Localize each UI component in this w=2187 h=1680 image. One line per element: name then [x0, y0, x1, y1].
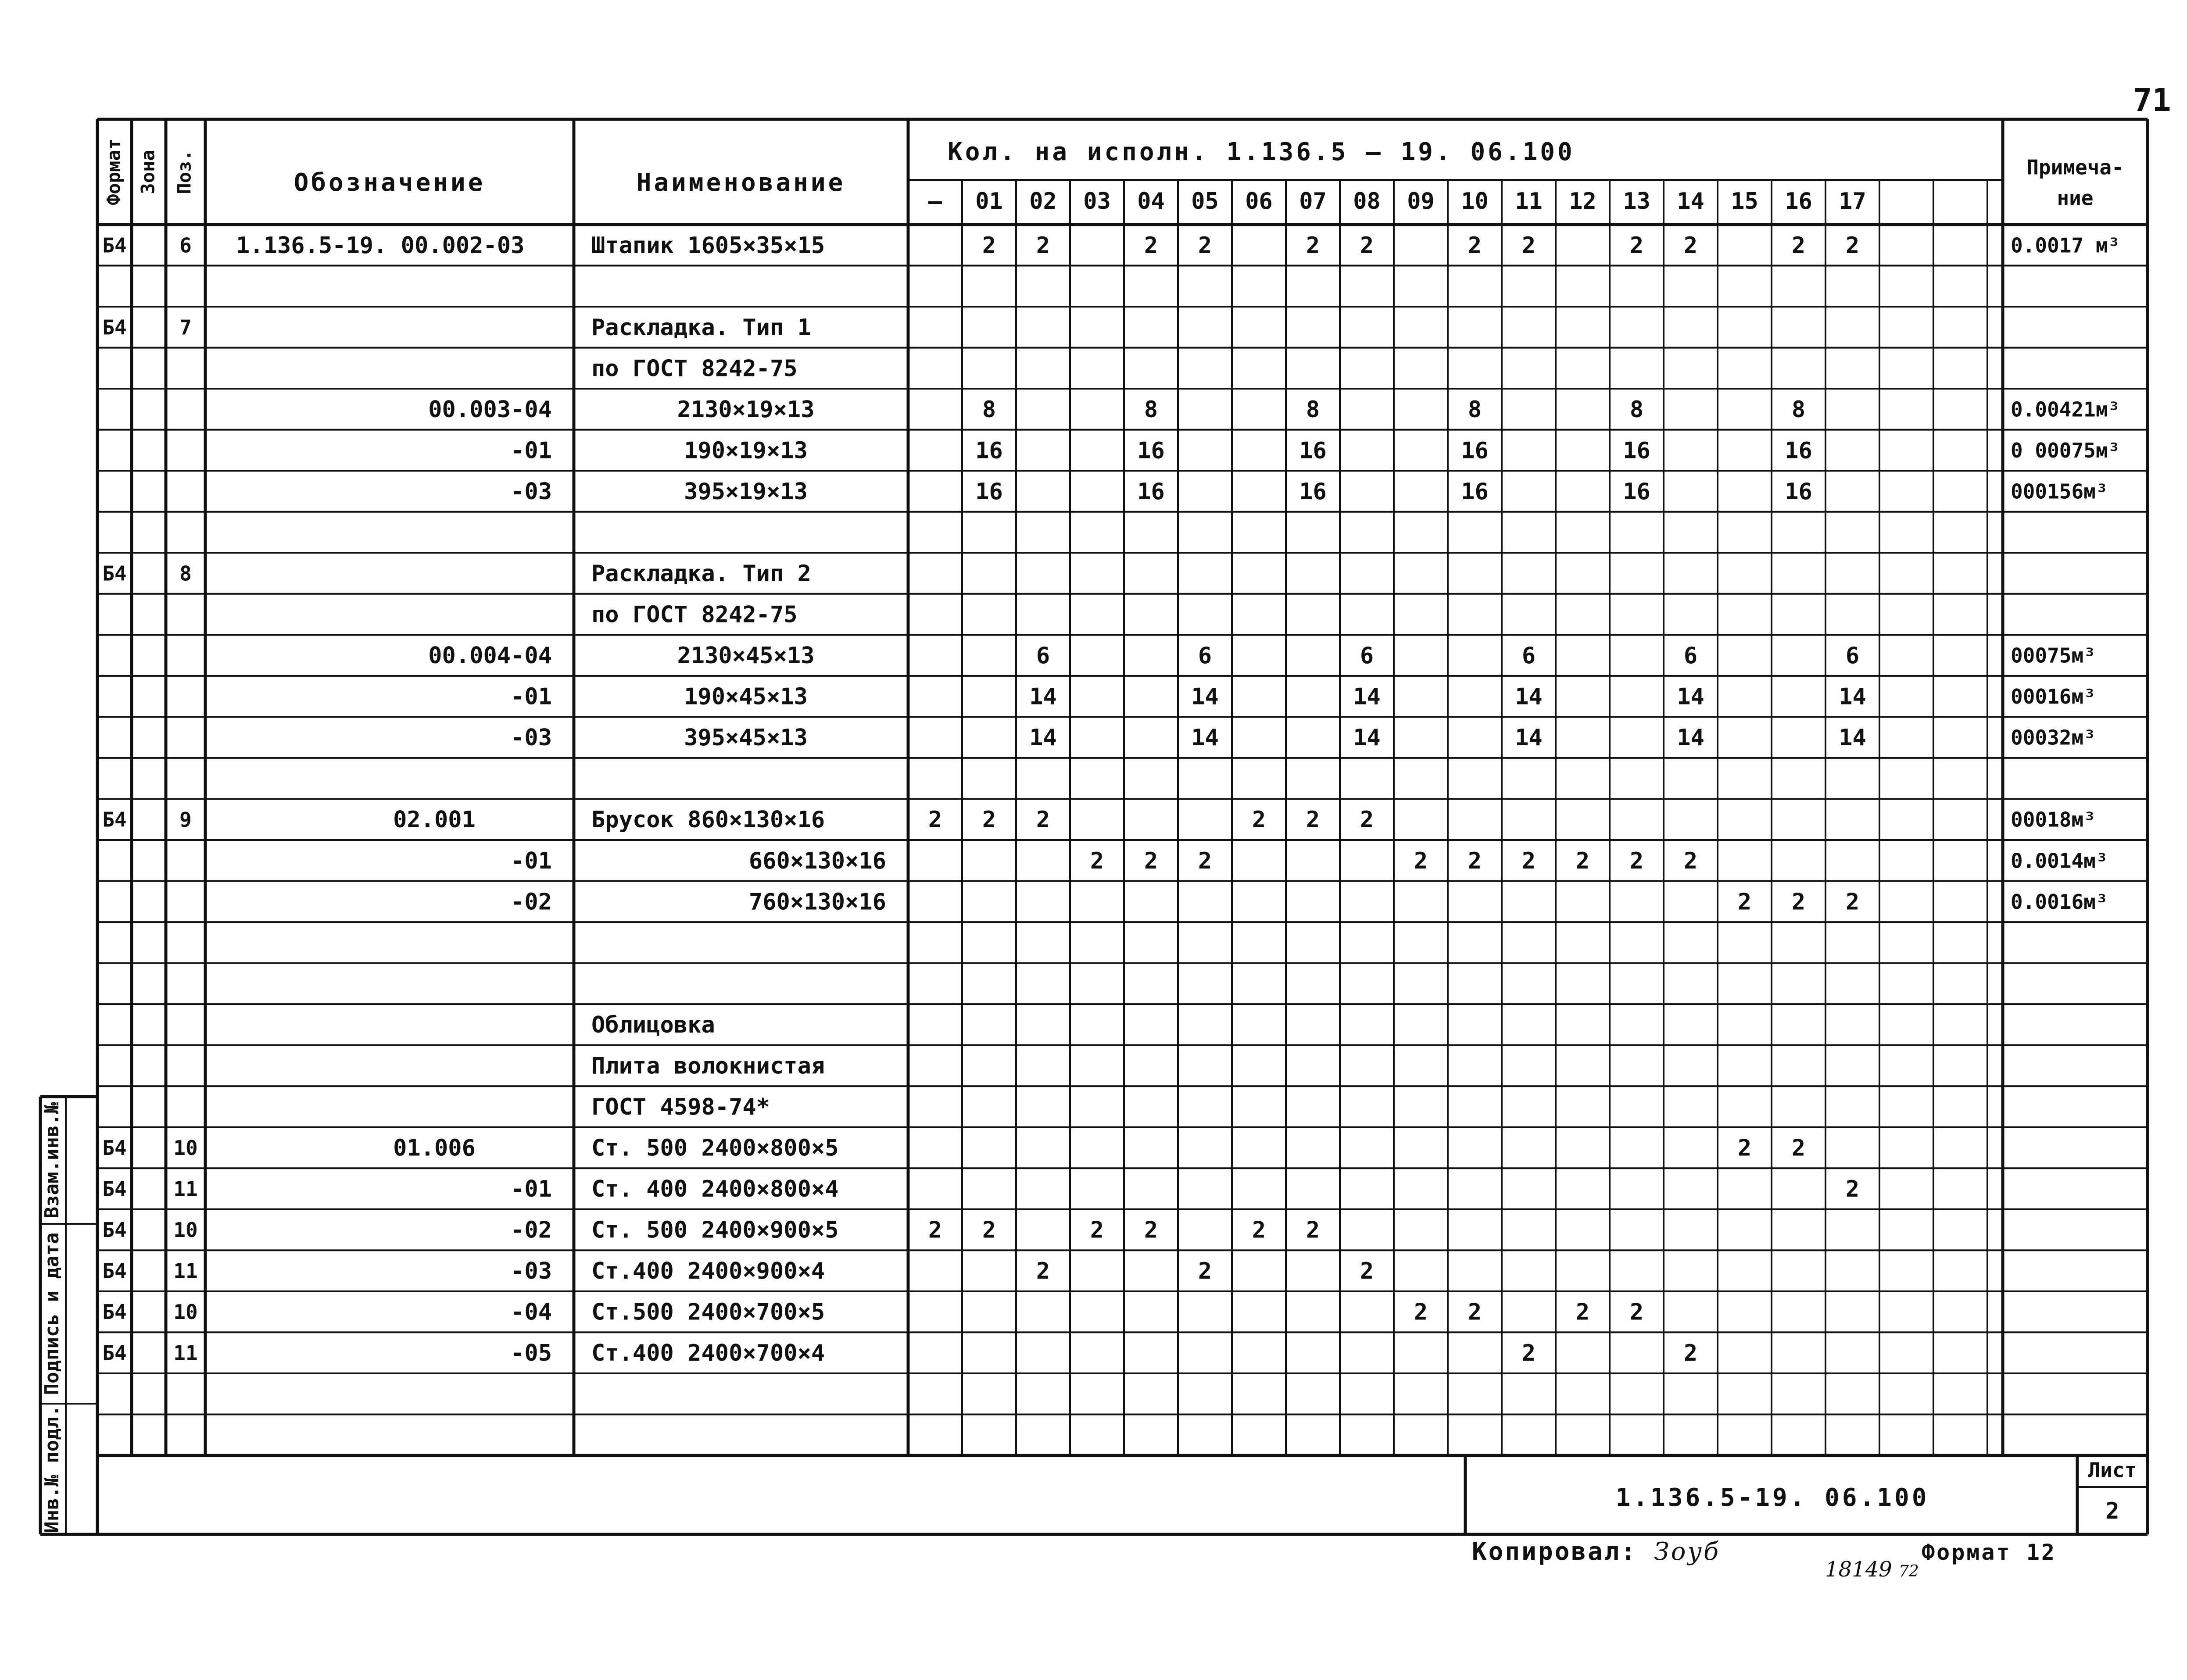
header-note: Примеча-	[2026, 155, 2124, 179]
variant-header: 15	[1731, 188, 1758, 214]
row-position: 10	[173, 1136, 198, 1160]
row-designation: -04	[511, 1299, 552, 1326]
row-designation: -02	[511, 889, 552, 915]
qty-cell: 8	[1306, 396, 1320, 423]
variant-header: 12	[1569, 188, 1596, 214]
qty-cell: 14	[1839, 683, 1866, 710]
qty-cell: 2	[1036, 1258, 1050, 1285]
row-designation: -01	[511, 1176, 552, 1203]
qty-cell: 2	[1575, 847, 1590, 874]
row-name: Ст. 500 2400×900×5	[591, 1217, 839, 1244]
qty-cell: 2	[1468, 232, 1482, 259]
qty-cell: 8	[1629, 396, 1644, 423]
side-stamp-label: Инв.№ подл.	[41, 1405, 63, 1533]
row-name: ГОСТ 4598-74*	[591, 1094, 770, 1120]
qty-cell: 14	[1191, 725, 1219, 751]
row-format: Б4	[102, 1300, 127, 1324]
variant-header: 02	[1029, 188, 1057, 214]
qty-cell: 16	[1785, 437, 1812, 464]
qty-cell: 2	[1791, 1135, 1806, 1162]
variant-header: —	[928, 188, 942, 214]
row-note: 00018м³	[2011, 808, 2096, 832]
qty-cell: 2	[1360, 807, 1374, 833]
format-label: Формат 12	[1922, 1540, 2056, 1565]
qty-cell: 2	[1468, 1299, 1482, 1326]
row-name: по ГОСТ 8242-75	[591, 601, 798, 628]
qty-cell: 2	[1198, 1258, 1212, 1285]
order-number	[1825, 1557, 1919, 1582]
qty-cell: 16	[1299, 437, 1327, 464]
row-note: 0.00421м³	[2011, 397, 2120, 422]
order-fraction: 72	[1898, 1562, 1919, 1580]
row-format: Б4	[102, 1136, 127, 1160]
qty-cell: 14	[1029, 725, 1057, 751]
row-name: Ст. 500 2400×800×5	[591, 1135, 839, 1162]
sheet-label: Лист	[2088, 1458, 2137, 1482]
qty-cell: 2	[1575, 1299, 1590, 1326]
row-name: Ст. 400 2400×800×4	[591, 1176, 839, 1203]
row-designation: -02	[511, 1217, 552, 1244]
variant-header: 07	[1299, 188, 1327, 214]
variant-header: 08	[1353, 188, 1381, 214]
row-position: 10	[173, 1218, 198, 1242]
qty-cell: 2	[1791, 889, 1806, 915]
qty-cell: 6	[1360, 643, 1374, 669]
row-name: 760×130×16	[748, 889, 886, 915]
sheet-number: 2	[2105, 1498, 2119, 1524]
variant-header: 09	[1407, 188, 1435, 214]
qty-cell: 2	[1306, 807, 1320, 833]
row-designation: -05	[511, 1340, 552, 1367]
variant-header: 05	[1191, 188, 1219, 214]
row-note: 0.0016м³	[2011, 890, 2108, 914]
document-code: 1.136.5-19. 06.100	[1615, 1483, 1929, 1512]
qty-cell: 2	[1683, 847, 1698, 874]
row-name: Брусок 860×130×16	[591, 807, 825, 833]
row-name: 660×130×16	[748, 847, 886, 874]
copied-by	[1472, 1537, 1720, 1566]
qty-cell: 14	[1191, 683, 1219, 710]
qty-cell: 14	[1677, 683, 1704, 710]
row-designation: -01	[511, 847, 552, 874]
variant-header: 01	[975, 188, 1003, 214]
qty-cell: 16	[1137, 437, 1165, 464]
qty-cell: 14	[1839, 725, 1866, 751]
qty-cell: 2	[1090, 1217, 1104, 1244]
header-note: ние	[2057, 186, 2094, 210]
row-format: Б4	[102, 1177, 127, 1201]
row-position: 9	[179, 808, 192, 832]
row-designation: -03	[511, 478, 552, 505]
qty-cell: 2	[1252, 807, 1266, 833]
row-format: Б4	[102, 315, 127, 340]
row-position: 11	[173, 1259, 198, 1283]
header-designation: Обозначение	[294, 168, 486, 197]
qty-cell: 2	[1360, 1258, 1374, 1285]
row-format: Б4	[102, 808, 127, 832]
row-designation: 02.001	[393, 807, 476, 833]
qty-cell: 16	[1623, 437, 1650, 464]
row-designation: 1.136.5-19. 00.002-03	[236, 232, 525, 259]
qty-cell: 2	[1360, 232, 1374, 259]
qty-cell: 2	[1737, 1135, 1752, 1162]
qty-cell: 2	[982, 1217, 996, 1244]
qty-cell: 8	[1144, 396, 1158, 423]
row-format: Б4	[102, 233, 127, 257]
row-designation: -03	[511, 725, 552, 751]
row-note: 0 00075м³	[2011, 438, 2120, 462]
qty-cell: 6	[1198, 643, 1212, 669]
qty-cell: 14	[1515, 725, 1543, 751]
side-stamp-label: Подпись и дата	[41, 1232, 63, 1395]
row-designation: 00.004-04	[428, 643, 552, 669]
row-name: 2130×45×13	[677, 643, 815, 669]
qty-cell: 2	[1198, 847, 1212, 874]
qty-cell: 14	[1353, 683, 1381, 710]
qty-cell: 2	[1683, 232, 1698, 259]
page-number: 71	[2133, 82, 2171, 118]
qty-cell: 2	[1306, 1217, 1320, 1244]
side-stamp-label: Взам.инв.№	[41, 1102, 63, 1219]
qty-cell: 2	[1090, 847, 1104, 874]
row-name: Раскладка. Тип 1	[591, 314, 811, 341]
row-name: 190×45×13	[684, 683, 808, 710]
header-qty-caption: Кол. на исполн. 1.136.5 — 19. 06.100	[948, 138, 1575, 167]
variant-header: 14	[1677, 188, 1704, 214]
qty-cell: 2	[1629, 1299, 1644, 1326]
row-position: 8	[179, 561, 192, 586]
qty-cell: 14	[1029, 683, 1057, 710]
row-position: 6	[179, 233, 192, 257]
variant-header: 16	[1785, 188, 1812, 214]
row-designation: 00.003-04	[428, 396, 552, 423]
row-format: Б4	[102, 1341, 127, 1365]
row-name: 2130×19×13	[677, 396, 815, 423]
qty-cell: 2	[1629, 232, 1644, 259]
row-designation: -01	[511, 683, 552, 710]
qty-cell: 2	[1306, 232, 1320, 259]
qty-cell: 16	[975, 437, 1003, 464]
qty-cell: 14	[1515, 683, 1543, 710]
qty-cell: 2	[982, 807, 996, 833]
row-name: Раскладка. Тип 2	[591, 561, 811, 587]
qty-cell: 2	[1414, 1299, 1428, 1326]
qty-cell: 16	[1461, 478, 1489, 505]
row-note: 00016м³	[2011, 685, 2096, 709]
row-name: Ст.400 2400×900×4	[591, 1258, 825, 1285]
qty-cell: 16	[1299, 478, 1327, 505]
row-name: Штапик 1605×35×15	[591, 232, 825, 259]
qty-cell: 14	[1677, 725, 1704, 751]
variant-header: 13	[1623, 188, 1650, 214]
row-format: Б4	[102, 1259, 127, 1283]
row-format: Б4	[102, 561, 127, 586]
qty-cell: 6	[1521, 643, 1536, 669]
qty-cell: 16	[1785, 478, 1812, 505]
row-designation: -03	[511, 1258, 552, 1285]
qty-cell: 2	[1252, 1217, 1266, 1244]
qty-cell: 14	[1353, 725, 1381, 751]
header-format: Формат	[103, 139, 125, 205]
qty-cell: 2	[928, 807, 942, 833]
qty-cell: 8	[1468, 396, 1482, 423]
qty-cell: 2	[1414, 847, 1428, 874]
row-position: 10	[173, 1300, 198, 1324]
header-pos: Поз.	[173, 150, 195, 194]
row-designation: -01	[511, 437, 552, 464]
variant-header: 03	[1083, 188, 1111, 214]
variant-header: 11	[1515, 188, 1543, 214]
qty-cell: 2	[1845, 889, 1860, 915]
qty-cell: 2	[1845, 232, 1860, 259]
row-position: 11	[173, 1177, 198, 1201]
row-position: 7	[179, 315, 192, 340]
qty-cell: 2	[1791, 232, 1806, 259]
row-note: 0.0017 м³	[2011, 233, 2120, 257]
row-name: Ст.400 2400×700×4	[591, 1340, 825, 1367]
row-position: 11	[173, 1341, 198, 1365]
row-format: Б4	[102, 1218, 127, 1242]
qty-cell: 8	[1791, 396, 1806, 423]
qty-cell: 2	[1468, 847, 1482, 874]
qty-cell: 2	[1629, 847, 1644, 874]
qty-cell: 2	[1198, 232, 1212, 259]
qty-cell: 2	[1521, 232, 1536, 259]
qty-cell: 2	[1144, 232, 1158, 259]
copied-label: Копировал:	[1472, 1537, 1638, 1566]
qty-cell: 2	[1144, 1217, 1158, 1244]
qty-cell: 2	[1036, 807, 1050, 833]
row-name: по ГОСТ 8242-75	[591, 355, 798, 382]
qty-cell: 16	[1137, 478, 1165, 505]
qty-cell: 2	[928, 1217, 942, 1244]
qty-cell: 2	[1521, 1340, 1536, 1367]
row-name: 395×19×13	[684, 478, 808, 505]
variant-header: 10	[1461, 188, 1489, 214]
qty-cell: 2	[1036, 232, 1050, 259]
qty-cell: 2	[1683, 1340, 1698, 1367]
qty-cell: 2	[1521, 847, 1536, 874]
variant-header: 17	[1839, 188, 1866, 214]
row-note: 00032м³	[2011, 726, 2096, 750]
row-note: 00075м³	[2011, 643, 2096, 668]
qty-cell: 6	[1683, 643, 1698, 669]
header-zone: Зона	[137, 150, 159, 194]
row-name: Плита волокнистая	[591, 1053, 825, 1079]
variant-header: 06	[1245, 188, 1273, 214]
qty-cell: 16	[1461, 437, 1489, 464]
qty-cell: 2	[1737, 889, 1752, 915]
row-name: 190×19×13	[684, 437, 808, 464]
qty-cell: 6	[1036, 643, 1050, 669]
order-number-value: 18149	[1825, 1557, 1892, 1582]
row-name: Облицовка	[591, 1012, 715, 1038]
header-name: Наименование	[636, 168, 846, 197]
row-note: 000156м³	[2011, 479, 2108, 504]
qty-cell: 2	[1144, 847, 1158, 874]
qty-cell: 2	[982, 232, 996, 259]
qty-cell: 8	[982, 396, 996, 423]
row-designation: 01.006	[393, 1135, 476, 1162]
qty-cell: 2	[1845, 1176, 1860, 1203]
variant-header: 04	[1137, 188, 1165, 214]
copied-signature: Зоуб	[1654, 1537, 1721, 1566]
row-note: 0.0014м³	[2011, 849, 2108, 873]
qty-cell: 16	[1623, 478, 1650, 505]
row-name: 395×45×13	[684, 725, 808, 751]
qty-cell: 6	[1845, 643, 1860, 669]
qty-cell: 16	[975, 478, 1003, 505]
row-name: Ст.500 2400×700×5	[591, 1299, 825, 1326]
